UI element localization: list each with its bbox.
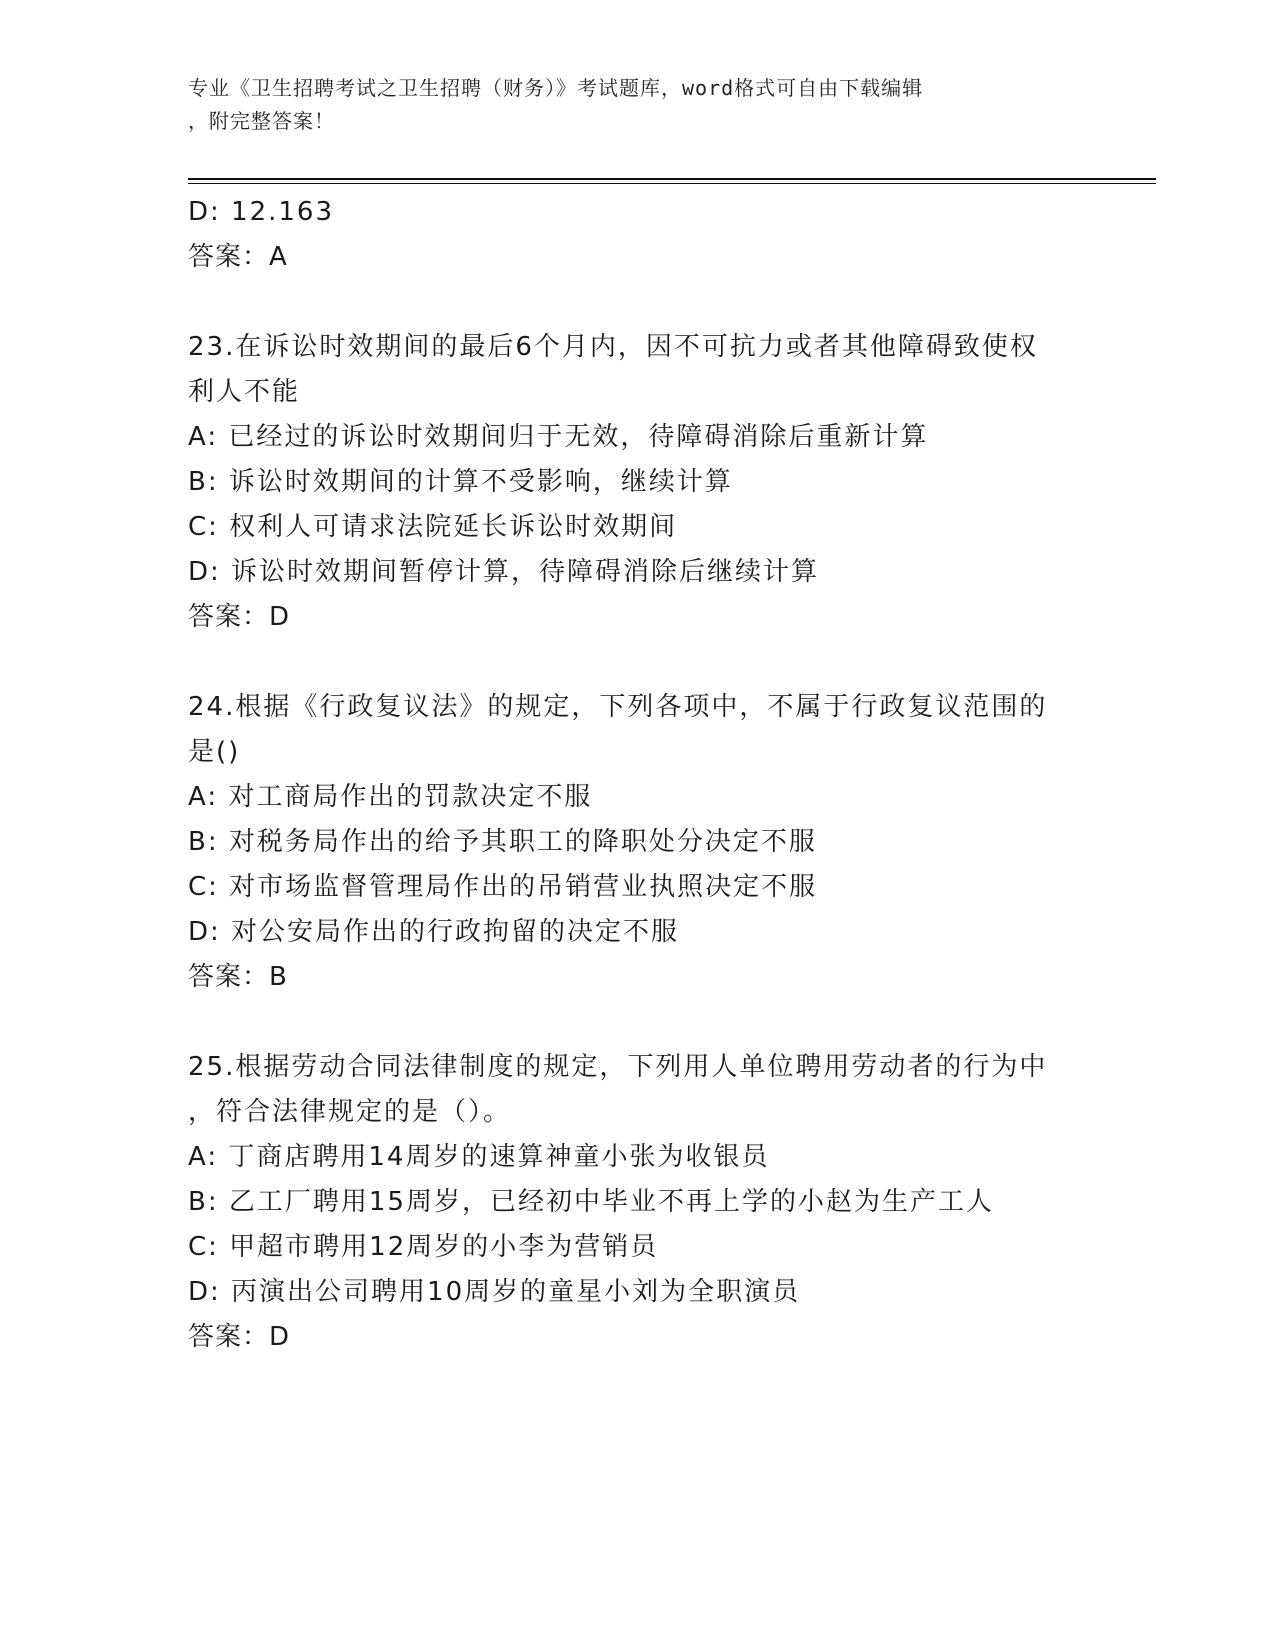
option-c: C: 权利人可请求法院延长诉讼时效期间 xyxy=(188,512,678,542)
question-stem-cont: 是() xyxy=(188,737,241,767)
answer: 答案：A xyxy=(188,242,288,272)
answer: 答案：D xyxy=(188,1322,291,1352)
option-d: D: 对公安局作出的行政拘留的决定不服 xyxy=(188,917,680,947)
option-b: B: 对税务局作出的给予其职工的降职处分决定不服 xyxy=(188,827,817,857)
question-list xyxy=(188,190,1088,1360)
question-stem: 25.根据劳动合同法律制度的规定，下列用人单位聘用劳动者的行为中 xyxy=(188,1052,1048,1082)
option-d: D: 丙演出公司聘用10周岁的童星小刘为全职演员 xyxy=(188,1277,801,1307)
option-b: B: 诉讼时效期间的计算不受影响，继续计算 xyxy=(188,467,733,497)
option-a: A: 已经过的诉讼时效期间归于无效，待障碍消除后重新计算 xyxy=(188,422,929,452)
option-c: C: 甲超市聘用12周岁的小李为营销员 xyxy=(188,1232,659,1262)
option-c: C: 对市场监督管理局作出的吊销营业执照决定不服 xyxy=(188,872,818,902)
question-23 xyxy=(188,325,1088,640)
answer: 答案：B xyxy=(188,962,288,992)
option-a: A: 对工商局作出的罚款决定不服 xyxy=(188,782,593,812)
option-b: B: 乙工厂聘用15周岁，已经初中毕业不再上学的小赵为生产工人 xyxy=(188,1187,994,1217)
question-stem-cont: 利人不能 xyxy=(188,377,301,407)
answer: 答案：D xyxy=(188,602,291,632)
option-a: A: 丁商店聘用14周岁的速算神童小张为收银员 xyxy=(188,1142,770,1172)
question-stem-cont: ，符合法律规定的是（）。 xyxy=(188,1097,512,1127)
question-25 xyxy=(188,1045,1088,1360)
header-divider xyxy=(188,178,1156,184)
document-header xyxy=(188,72,1068,138)
option-d: D: 12.163 xyxy=(188,197,335,227)
option-d: D: 诉讼时效期间暂停计算，待障碍消除后继续计算 xyxy=(188,557,820,587)
question-stem: 23.在诉讼时效期间的最后6个月内，因不可抗力或者其他障碍致使权 xyxy=(188,332,1038,362)
header-line-2: ，附完整答案！ xyxy=(188,109,335,133)
question-stem: 24.根据《行政复议法》的规定，下列各项中，不属于行政复议范围的 xyxy=(188,692,1048,722)
question-24 xyxy=(188,685,1088,1000)
header-line-1: 专业《卫生招聘考试之卫生招聘（财务）》考试题库，word格式可自由下载编辑 xyxy=(188,76,924,100)
previous-question-tail xyxy=(188,190,1088,280)
